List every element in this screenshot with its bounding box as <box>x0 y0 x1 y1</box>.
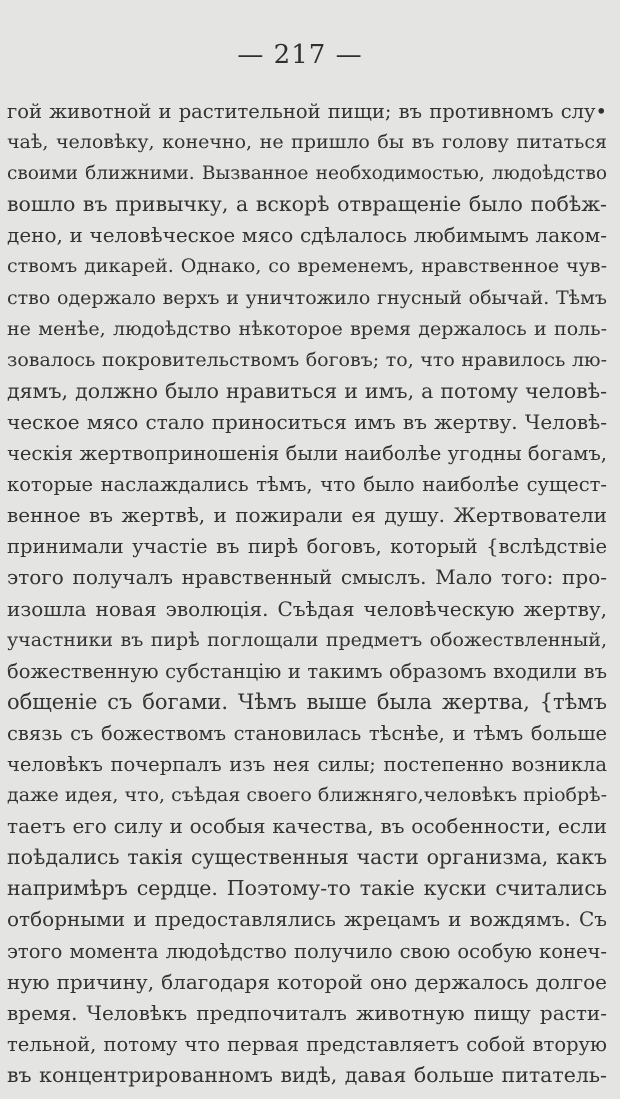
text-line: вошло въ привычку, а вскорѣ отвращенiе было побѣж- <box>7 192 607 217</box>
text-line: ческое мясо стало приноситься имъ въ жертву. Человѣ- <box>7 409 607 434</box>
text-line: этого получалъ нравственный смыслъ. Мало того: про- <box>7 565 607 590</box>
text-line: время. Человѣкъ предпочиталъ животную пищу расти- <box>7 1000 607 1025</box>
text-line: не менѣе, людоѣдство нѣкоторое время держалось и поль- <box>7 317 607 340</box>
text-line: принимали участiе въ пирѣ боговъ, который {вслѣдствiе <box>7 535 607 559</box>
text-line: напримѣръ сердце. Поэтому-то такiе куски считались <box>7 876 607 901</box>
text-line: ствомъ дикарей. Однако, со временемъ, нравственное чув- <box>7 255 607 278</box>
text-line: отборными и предоставлялись жрецамъ и вождямъ. Съ <box>7 907 607 932</box>
text-line: поѣдались такiя существенныя части организма, какъ <box>7 845 607 870</box>
page-number: — 217 — <box>237 40 363 70</box>
text-line: ную причину, благодаря которой оно держалось долгое <box>7 969 607 994</box>
text-line: общенiе съ богами. Чѣмъ выше была жертва, {тѣмъ <box>7 689 607 714</box>
body-text <box>7 96 607 1091</box>
text-line: своими ближними. Вызванное необходимостью, людоѣдство <box>7 163 607 185</box>
text-line: гой животной и растительной пищи; въ противномъ слу• <box>7 100 607 123</box>
text-line: тельной, потому что первая представляетъ собой вторую <box>7 1032 607 1056</box>
text-line: участники въ пирѣ поглощали предметъ обожествленный, <box>7 628 607 651</box>
text-line: изошла новая эволюцiя. Съѣдая человѣческую жертву, <box>7 596 607 621</box>
text-line: которые наслаждались тѣмъ, что было наиболѣе сущест- <box>7 473 607 497</box>
text-line: даже идея, что, съѣдая своего ближняго,человѣкъ прiобрѣ- <box>7 784 607 807</box>
text-line: дямъ, должно было нравиться и имъ, а потому человѣ- <box>7 378 607 403</box>
text-line: таетъ его силу и особыя качества, въ особенности, если <box>7 814 607 839</box>
text-line: ство одержало верхъ и уничтожило гнусный обычай. Тѣмъ <box>7 286 607 309</box>
text-line: въ концентрированномъ видѣ, давая больше питатель- <box>7 1062 607 1087</box>
text-line: этого момента людоѣдство получило свою особую конеч- <box>7 939 607 963</box>
text-line: зовалось покровительствомъ боговъ; то, что нравилось лю- <box>7 348 607 371</box>
text-line: ческiя жертвоприношенiя были наиболѣе угодны богамъ, <box>7 442 607 466</box>
text-line: венное въ жертвѣ, и пожирали ея душу. Жертвователи <box>7 503 607 528</box>
text-line: связь съ божествомъ становилась тѣснѣе, и тѣмъ больше <box>7 721 607 745</box>
text-line: божественную субстанцiю и такимъ образомъ входили въ <box>7 659 607 683</box>
text-line: человѣкъ почерпалъ изъ нея силы; постепенно возникла <box>7 752 607 776</box>
text-line: дено, и человѣческое мясо сдѣлалось любимымъ лаком- <box>7 223 607 248</box>
text-line: чаѣ, человѣку, конечно, не пришло бы въ голову питаться <box>7 131 607 154</box>
